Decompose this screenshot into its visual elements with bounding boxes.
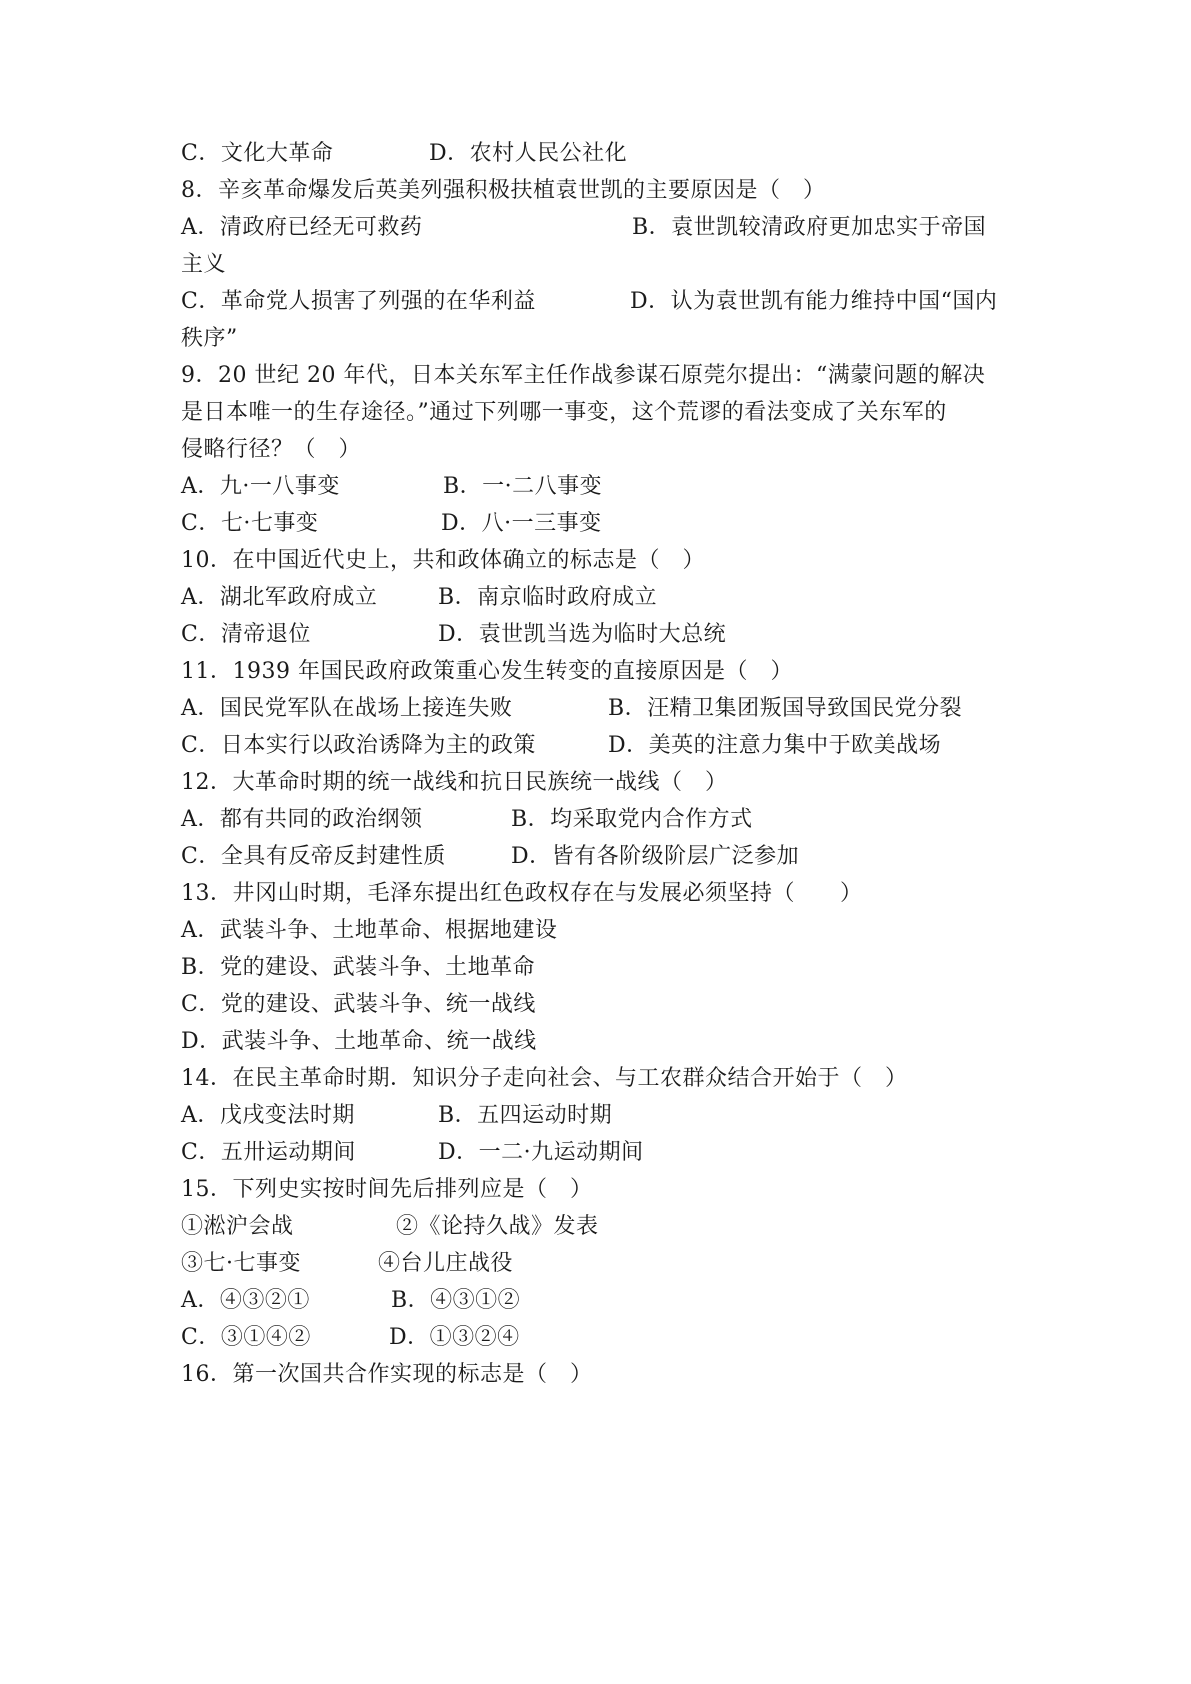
q9-stem-line2: 是日本唯一的生存途径。”通过下列哪一事变，这个荒谬的看法变成了关东军的: [181, 400, 947, 425]
q8-option-d-continued: 秩序”: [181, 326, 238, 351]
q10-option-c: C．清帝退位: [181, 622, 311, 647]
q9-option-c: C．七·七事变: [181, 511, 319, 536]
q14-options-ab: [181, 1102, 613, 1130]
q11-options-cd: [181, 732, 942, 760]
q8-options-ab: [181, 214, 987, 242]
q10-options-ab: [181, 584, 658, 612]
q13-option-d: D．武装斗争、土地革命、统一战线: [181, 1029, 537, 1054]
q8-option-a: A．清政府已经无可救药: [181, 215, 423, 240]
q9-option-b: B．一·二八事变: [443, 474, 603, 499]
q8-options-cd: [181, 288, 998, 316]
q11-stem: 11．1939 年国民政府政策重心发生转变的直接原因是（ ）: [181, 659, 793, 684]
q15-items-12: [181, 1213, 599, 1241]
q10-option-d: D．袁世凯当选为临时大总统: [438, 622, 727, 647]
q15-item-3: ③七·七事变: [181, 1251, 301, 1276]
q15-item-2: ②《论持久战》发表: [396, 1214, 599, 1239]
q11-option-d: D．美英的注意力集中于欧美战场: [608, 733, 942, 758]
q13-option-b: B．党的建设、武装斗争、土地革命: [181, 955, 536, 980]
q16-stem: 16．第一次国共合作实现的标志是（ ）: [181, 1362, 593, 1387]
q12-option-a: A．都有共同的政治纲领: [181, 807, 423, 832]
q7-option-c: C．文化大革命: [181, 141, 334, 166]
q15-option-d: D．①③②④: [389, 1325, 520, 1350]
q13-option-c: C．党的建设、武装斗争、统一战线: [181, 992, 536, 1017]
q8-stem: 8．辛亥革命爆发后英美列强积极扶植袁世凯的主要原因是（ ）: [181, 178, 826, 203]
q12-option-d: D．皆有各阶级阶层广泛参加: [511, 844, 800, 869]
q13-stem: 13．井冈山时期，毛泽东提出红色政权存在与发展必须坚持（ ）: [181, 881, 863, 906]
q12-option-c: C．全具有反帝反封建性质: [181, 844, 446, 869]
q9-options-cd: [181, 510, 602, 538]
q9-options-ab: [181, 473, 603, 501]
q7-option-d: D．农村人民公社化: [429, 141, 628, 166]
q11-options-ab: [181, 695, 963, 723]
q11-option-a: A．国民党军队在战场上接连失败: [181, 696, 513, 721]
q14-stem: 14．在民主革命时期．知识分子走向社会、与工农群众结合开始于（ ）: [181, 1066, 908, 1091]
q8-option-b-continued: 主义: [181, 252, 227, 277]
q15-options-cd: [181, 1324, 520, 1352]
q12-option-b: B．均采取党内合作方式: [511, 807, 753, 832]
q11-option-b: B．汪精卫集团叛国导致国民党分裂: [608, 696, 963, 721]
q14-option-a: A．戊戌变法时期: [181, 1103, 355, 1128]
q15-option-b: B．④③①②: [391, 1288, 521, 1313]
q10-stem: 10．在中国近代史上，共和政体确立的标志是（ ）: [181, 548, 705, 573]
q8-option-c: C．革命党人损害了列强的在华利益: [181, 289, 536, 314]
q15-items-34: [181, 1250, 514, 1278]
q8-option-d: D．认为袁世凯有能力维持中国“国内: [630, 289, 998, 314]
q9-stem-line1: 9．20 世纪 20 年代，日本关东军主任作战参谋石原莞尔提出：“满蒙问题的解决: [181, 363, 986, 388]
q12-stem: 12．大革命时期的统一战线和抗日民族统一战线（ ）: [181, 770, 728, 795]
q14-option-c: C．五卅运动期间: [181, 1140, 356, 1165]
q15-stem: 15．下列史实按时间先后排列应是（ ）: [181, 1177, 593, 1202]
q13-option-a: A．武装斗争、土地革命、根据地建设: [181, 918, 558, 943]
q10-option-a: A．湖北军政府成立: [181, 585, 378, 610]
q9-option-a: A．九·一八事变: [181, 474, 340, 499]
q11-option-c: C．日本实行以政治诱降为主的政策: [181, 733, 536, 758]
q7-options-cd: [181, 140, 628, 168]
q9-option-d: D．八·一三事变: [441, 511, 602, 536]
q14-option-d: D．一二·九运动期间: [438, 1140, 644, 1165]
q10-option-b: B．南京临时政府成立: [438, 585, 658, 610]
q10-options-cd: [181, 621, 727, 649]
q14-options-cd: [181, 1139, 644, 1167]
q15-item-4: ④台儿庄战役: [378, 1251, 514, 1276]
q8-option-b: B．袁世凯较清政府更加忠实于帝国: [632, 215, 987, 240]
q14-option-b: B．五四运动时期: [438, 1103, 613, 1128]
q9-stem-line3: 侵略行径？（ ）: [181, 437, 362, 462]
q12-options-ab: [181, 806, 753, 834]
q15-option-c: C．③①④②: [181, 1325, 311, 1350]
q15-options-ab: [181, 1287, 521, 1315]
q15-item-1: ①淞沪会战: [181, 1214, 294, 1239]
q15-option-a: A．④③②①: [181, 1288, 310, 1313]
q12-options-cd: [181, 843, 800, 871]
